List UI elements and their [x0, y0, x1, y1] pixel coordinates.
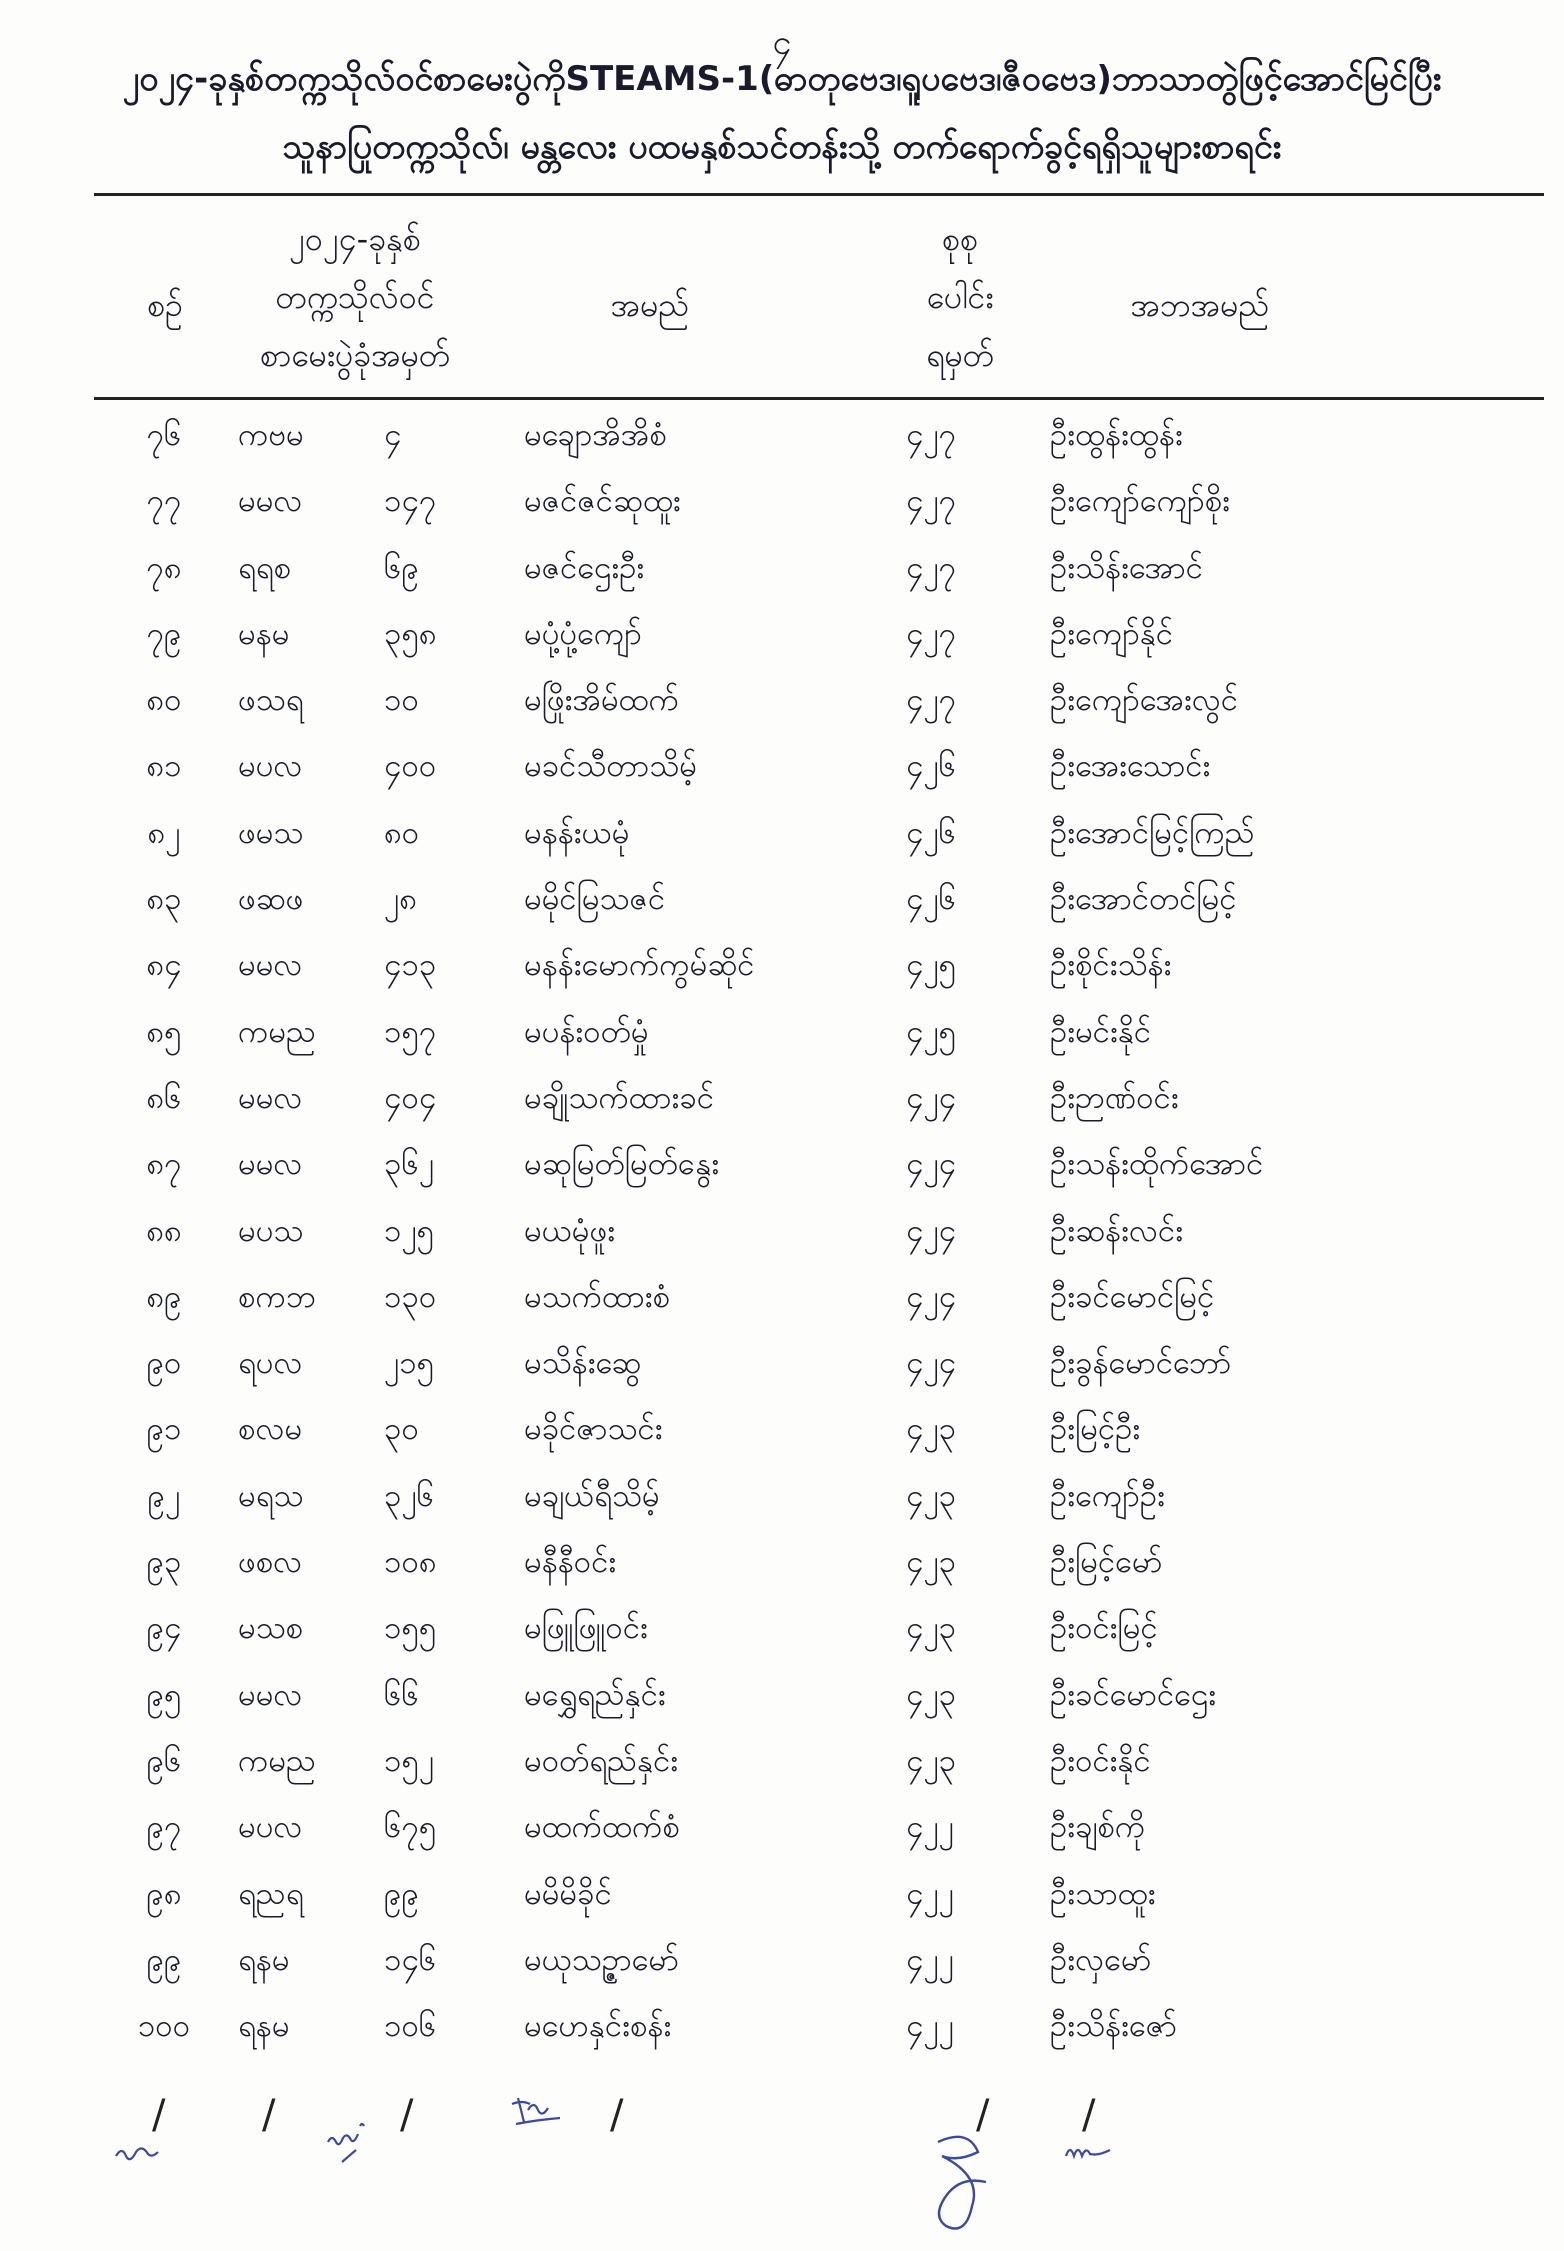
cell-total-marks: ၄၂၅ — [906, 947, 957, 984]
cell-total-marks: ၄၂၂ — [906, 1941, 954, 1978]
cell-student-name: မဟေနှင်းစန်း — [524, 2008, 672, 2045]
table-body — [0, 405, 1564, 2062]
cell-seq: ၈၀ — [146, 682, 182, 719]
cell-township-code: မနမ — [238, 615, 290, 652]
cell-roll-number: ၁၀ — [384, 682, 419, 719]
header-exam-line-1: ၂၀၂၄-ခုနှစ် — [289, 220, 421, 258]
cell-roll-number: ၄၀၄ — [384, 1079, 437, 1116]
slash-mark: / — [262, 2092, 276, 2138]
cell-total-marks: ၄၂၂ — [906, 1809, 954, 1846]
cell-father-name: ဦးဉာဏ်ဝင်း — [1050, 1079, 1179, 1116]
cell-township-code: မပလ — [238, 748, 303, 785]
cell-seq: ၈၈ — [146, 1212, 182, 1249]
cell-student-name: မဇင်ဌေးဦး — [524, 549, 645, 586]
cell-roll-number: ၆၆ — [384, 1676, 419, 1713]
cell-township-code: ဖမသ — [238, 814, 304, 851]
cell-roll-number: ၁၂၅ — [384, 1212, 435, 1249]
cell-seq: ၇၈ — [146, 549, 182, 586]
document-title-line-2: သူနာပြုတက္ကသိုလ်၊ မန္တလေး ပထမနှစ်သင်တန်းသို့ တက်ရောက်ခွင့်ရရှိသူများစာရင်း — [282, 127, 1282, 167]
table-row — [0, 935, 1564, 1001]
page-number: ၄ — [772, 23, 792, 63]
cell-student-name: မချောအိအိစံ — [524, 417, 667, 453]
cell-roll-number: ၄၁၃ — [384, 947, 437, 984]
cell-township-code: ရနမ — [238, 1941, 290, 1978]
table-header-rule — [94, 397, 1544, 400]
cell-student-name: မမိုင်မြသဇင် — [524, 881, 666, 918]
cell-total-marks: ၄၂၇ — [906, 483, 957, 520]
cell-township-code: မမလ — [238, 1079, 303, 1116]
slash-mark: / — [610, 2092, 624, 2138]
table-row — [0, 1598, 1564, 1664]
cell-township-code: မမလ — [238, 1146, 303, 1183]
cell-township-code: ရနမ — [238, 2008, 290, 2045]
cell-student-name: မဇင်ဇင်ဆုထူး — [524, 483, 681, 520]
signature-2 — [322, 2112, 382, 2172]
cell-father-name: ဦးစိုင်းသိန်း — [1050, 947, 1172, 984]
cell-seq: ၁၀၀ — [137, 2008, 191, 2045]
cell-seq: ၉၁ — [146, 1411, 182, 1448]
table-row — [0, 1864, 1564, 1930]
table-row — [0, 670, 1564, 736]
header-code-line-3: ရမှတ် — [926, 336, 994, 374]
signature-4 — [918, 2128, 1018, 2248]
cell-total-marks: ၄၂၂ — [906, 2008, 954, 2045]
cell-seq: ၇၆ — [146, 417, 182, 453]
table-top-rule — [94, 193, 1544, 196]
cell-student-name: မယုသဉ္ဇာမော် — [524, 1941, 679, 1978]
cell-total-marks: ၄၂၆ — [906, 748, 957, 785]
cell-township-code: ဖဆဖ — [238, 881, 304, 918]
cell-student-name: မထက်ထက်စံ — [524, 1809, 680, 1846]
cell-student-name: မသက်ထားစံ — [524, 1278, 671, 1315]
cell-total-marks: ၄၂၆ — [906, 814, 957, 851]
cell-township-code: ကဗမ — [238, 417, 304, 453]
cell-father-name: ဦးသိန်းအောင် — [1050, 549, 1203, 586]
cell-father-name: ဦးအောင်မြင့်ကြည် — [1050, 814, 1255, 851]
cell-township-code: မရသ — [238, 1477, 304, 1514]
cell-father-name: ဦးမင်းနိုင် — [1050, 1013, 1152, 1050]
slash-mark: / — [1082, 2092, 1096, 2138]
document-title-line-1: ၂၀၂၄-ခုနှစ်တက္ကသိုလ်ဝင်စာမေးပွဲကိုSTEAMS-1(ဓာတုဗေဒ၊ရူပဗေဒ၊ဇီဝဗေဒ)ဘာသာတွဲဖြင့်အောင်မြင်ပြီး — [122, 59, 1442, 99]
cell-seq: ၈၂ — [147, 814, 181, 851]
cell-student-name: မခိုင်ဇာသင်း — [524, 1411, 663, 1448]
cell-township-code: ဖသရ — [238, 682, 304, 719]
cell-roll-number: ၁၅၇ — [384, 1013, 437, 1050]
cell-father-name: ဦးကျော်ဦး — [1050, 1477, 1165, 1514]
table-row — [0, 1665, 1564, 1731]
cell-seq: ၉၅ — [146, 1676, 182, 1713]
cell-father-name: ဦးသိန်းဇော် — [1050, 2008, 1177, 2045]
slash-mark: / — [152, 2092, 166, 2138]
cell-seq: ၈၅ — [146, 1013, 182, 1050]
cell-roll-number: ၂၁၅ — [384, 1345, 435, 1382]
cell-father-name: ဦးထွန်းထွန်း — [1050, 417, 1183, 453]
cell-total-marks: ၄၂၃ — [906, 1411, 957, 1448]
cell-seq: ၈၆ — [146, 1079, 182, 1116]
cell-seq: ၉၇ — [146, 1809, 182, 1846]
cell-seq: ၉၂ — [147, 1477, 181, 1514]
cell-seq: ၈၃ — [146, 881, 182, 918]
header-exam-line-3: စာမေးပွဲခုံအမှတ် — [260, 336, 450, 374]
table-row — [0, 1068, 1564, 1134]
cell-father-name: ဦးမြင့်မော် — [1050, 1544, 1163, 1581]
cell-roll-number: ၁၃၀ — [384, 1278, 437, 1315]
cell-total-marks: ၄၂၇ — [906, 615, 957, 652]
cell-seq: ၉၃ — [146, 1544, 182, 1581]
cell-father-name: ဦးအေးသောင်း — [1050, 748, 1211, 785]
cell-father-name: ဦးချစ်ကို — [1050, 1809, 1146, 1846]
cell-father-name: ဦးခင်မောင်မြင့် — [1050, 1278, 1215, 1315]
header-exam-roll — [230, 210, 480, 384]
cell-township-code: ရညရ — [238, 1875, 304, 1912]
cell-roll-number: ၄ — [384, 417, 402, 453]
cell-father-name: ဦးခွန်မောင်ဘော် — [1050, 1345, 1232, 1382]
cell-roll-number: ၂၈ — [384, 881, 417, 918]
cell-student-name: မနီနီဝင်း — [524, 1544, 617, 1581]
cell-total-marks: ၄၂၄ — [906, 1345, 957, 1382]
cell-roll-number: ၁၄၆ — [384, 1941, 437, 1978]
cell-seq: ၉၄ — [146, 1610, 182, 1647]
slash-mark: / — [976, 2092, 990, 2138]
cell-father-name: ဦးသန်းထိုက်အောင် — [1050, 1146, 1264, 1183]
cell-roll-number: ၁၄၇ — [384, 483, 437, 520]
table-row — [0, 405, 1564, 471]
header-father-name: အဘအမည် — [1130, 286, 1270, 324]
cell-father-name: ဦးဝင်းနိုင် — [1050, 1742, 1151, 1779]
header-name: အမည် — [610, 286, 690, 324]
table-row — [0, 1267, 1564, 1333]
cell-seq: ၈၁ — [146, 748, 182, 785]
cell-township-code: ရရစ — [238, 549, 292, 586]
cell-township-code: ကမည — [238, 1013, 317, 1050]
cell-student-name: မဆုမြတ်မြတ်နွေး — [524, 1146, 720, 1183]
cell-total-marks: ၄၂၃ — [906, 1742, 957, 1779]
cell-total-marks: ၄၂၃ — [906, 1610, 957, 1647]
cell-roll-number: ၃၀ — [384, 1411, 419, 1448]
cell-student-name: မပုံ့ပုံ့ကျော် — [524, 615, 642, 652]
cell-township-code: စလမ — [238, 1411, 303, 1448]
cell-student-name: မချိုသက်ထားခင် — [524, 1079, 715, 1116]
cell-township-code: ကမည — [238, 1742, 317, 1779]
cell-seq: ၈၇ — [146, 1146, 182, 1183]
slash-mark: / — [400, 2092, 414, 2138]
cell-township-code: ရပလ — [238, 1345, 303, 1382]
cell-roll-number: ၁၅၅ — [384, 1610, 437, 1647]
cell-roll-number: ၃၂၆ — [384, 1477, 435, 1514]
cell-seq: ၉၀ — [146, 1345, 182, 1382]
cell-seq: ၈၄ — [146, 947, 182, 984]
cell-student-name: မသိန်းဆွေ — [524, 1345, 642, 1382]
table-row — [0, 1201, 1564, 1267]
cell-seq: ၈၉ — [146, 1278, 182, 1315]
cell-father-name: ဦးကျော်နိုင် — [1050, 615, 1174, 652]
cell-roll-number: ၆၇၅ — [384, 1809, 437, 1846]
cell-total-marks: ၄၂၃ — [906, 1477, 957, 1514]
cell-total-marks: ၄၂၄ — [906, 1278, 957, 1315]
cell-student-name: မမိမိခိုင် — [524, 1875, 612, 1912]
cell-student-name: မခင်သီတာသိမ့် — [524, 748, 697, 785]
header-code-line-1: စုစု — [942, 220, 978, 258]
cell-father-name: ဦးကျော်ကျော်စိုး — [1050, 483, 1231, 520]
signature-3 — [508, 2090, 568, 2130]
header-exam-line-2: တက္ကသိုလ်ဝင် — [275, 278, 435, 316]
cell-township-code: ဖစလ — [238, 1544, 303, 1581]
cell-total-marks: ၄၂၂ — [906, 1875, 954, 1912]
cell-total-marks: ၄၂၄ — [906, 1079, 957, 1116]
table-row — [0, 869, 1564, 935]
cell-total-marks: ၄၂၄ — [906, 1212, 957, 1249]
table-row — [0, 1466, 1564, 1532]
table-row — [0, 604, 1564, 670]
table-row — [0, 803, 1564, 869]
table-row — [0, 1797, 1564, 1863]
cell-total-marks: ၄၂၃ — [906, 1544, 957, 1581]
cell-roll-number: ၄၀၀ — [384, 748, 437, 785]
cell-roll-number: ၁၀၈ — [384, 1544, 437, 1581]
header-seq: စဉ် — [147, 286, 183, 324]
table-row — [0, 1731, 1564, 1797]
cell-father-name: ဦးဆန်းလင်း — [1050, 1212, 1184, 1249]
cell-township-code: စကဘ — [238, 1278, 316, 1315]
cell-township-code: မမလ — [238, 947, 303, 984]
cell-father-name: ဦးသာထူး — [1050, 1875, 1156, 1912]
cell-total-marks: ၄၂၃ — [906, 1676, 957, 1713]
header-total-marks — [900, 210, 1020, 384]
cell-student-name: မယမုံဖူး — [524, 1212, 616, 1249]
table-row — [0, 1996, 1564, 2062]
cell-seq: ၉၆ — [146, 1742, 182, 1779]
cell-seq: ၉၈ — [146, 1875, 182, 1912]
cell-roll-number: ၈၀ — [384, 814, 420, 851]
cell-roll-number: ၁၅၂ — [384, 1742, 435, 1779]
cell-total-marks: ၄၂၆ — [906, 881, 957, 918]
cell-total-marks: ၄၂၅ — [906, 1013, 957, 1050]
table-row — [0, 1930, 1564, 1996]
cell-student-name: မနန်းယမုံ — [524, 814, 630, 851]
cell-roll-number: ၉၉ — [384, 1875, 419, 1912]
cell-father-name: ဦးမြင့်ဦး — [1050, 1411, 1141, 1448]
cell-roll-number: ၆၉ — [384, 549, 419, 586]
cell-student-name: မပန်းဝတ်မှုံ — [524, 1013, 649, 1050]
cell-father-name: ဦးလှမော် — [1050, 1941, 1152, 1978]
cell-total-marks: ၄၂၇ — [906, 417, 957, 453]
cell-seq: ၇၉ — [146, 615, 182, 652]
cell-father-name: ဦးကျော်အေးလွင် — [1050, 682, 1239, 719]
cell-township-code: မမလ — [238, 1676, 303, 1713]
cell-student-name: မဝတ်ရည်နှင်း — [524, 1742, 679, 1779]
table-row — [0, 1333, 1564, 1399]
table-row — [0, 736, 1564, 802]
table-row — [0, 538, 1564, 604]
table-row — [0, 471, 1564, 537]
cell-roll-number: ၃၆၂ — [384, 1146, 435, 1183]
cell-father-name: ဦးခင်မောင်ဌေး — [1050, 1676, 1217, 1713]
cell-total-marks: ၄၂၄ — [906, 1146, 957, 1183]
cell-father-name: ဦးဝင်းမြင့် — [1050, 1610, 1158, 1647]
cell-student-name: မရွှေရည်နှင်း — [524, 1676, 666, 1713]
cell-total-marks: ၄၂၇ — [906, 549, 957, 586]
signature-1 — [112, 2138, 162, 2168]
table-row — [0, 1399, 1564, 1465]
cell-seq: ၇၇ — [146, 483, 182, 520]
cell-township-code: မသစ — [238, 1610, 304, 1647]
cell-township-code: မမလ — [238, 483, 303, 520]
cell-township-code: မပလ — [238, 1809, 303, 1846]
cell-father-name: ဦးအောင်တင်မြင့် — [1050, 881, 1237, 918]
table-row — [0, 1134, 1564, 1200]
cell-student-name: မဖြိုးအိမ်ထက် — [524, 682, 679, 719]
cell-seq: ၉၉ — [146, 1941, 182, 1978]
cell-student-name: မချယ်ရီသိမ့် — [524, 1477, 660, 1514]
cell-roll-number: ၁၀၆ — [384, 2008, 437, 2045]
cell-total-marks: ၄၂၇ — [906, 682, 957, 719]
cell-student-name: မနန်းမောက်ကွမ်ဆိုင် — [524, 947, 755, 984]
signature-5 — [1062, 2138, 1122, 2162]
cell-roll-number: ၃၅၈ — [384, 615, 437, 652]
table-row — [0, 1532, 1564, 1598]
header-code-line-2: ပေါင်း — [926, 278, 994, 316]
table-row — [0, 1002, 1564, 1068]
cell-student-name: မဖြူဖြူဝင်း — [524, 1610, 648, 1647]
cell-township-code: မပသ — [238, 1212, 304, 1249]
